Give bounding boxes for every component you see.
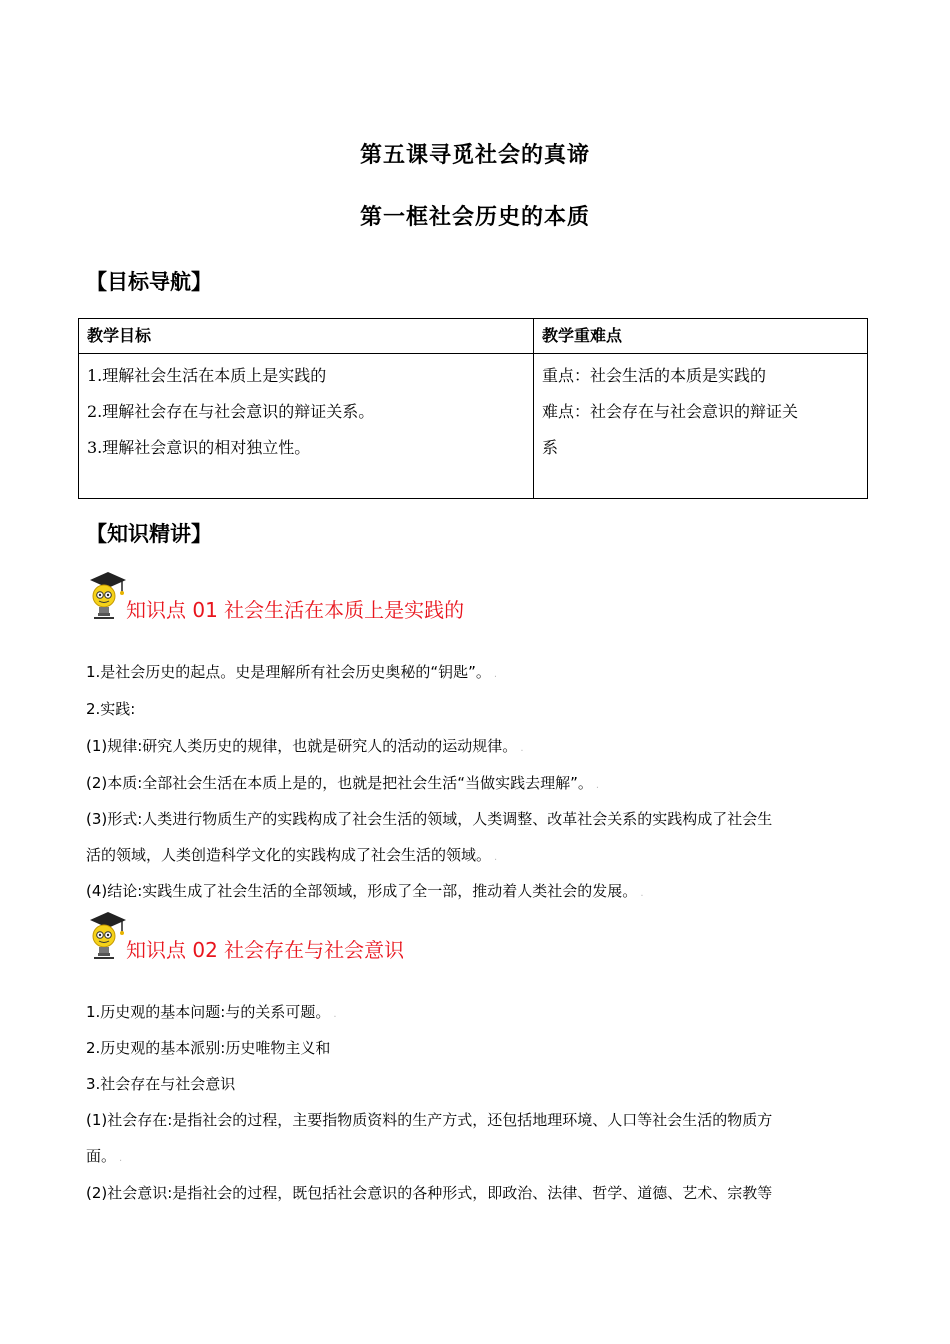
difficulty-line: 系 [542, 438, 559, 457]
knowledge-heading: 【知识精讲】 [86, 522, 212, 546]
frame-title: 第一框社会历史的本质 [359, 205, 590, 230]
goal-line: 3.理解社会意识的相对独立性。 [87, 438, 311, 457]
lesson-title: 第五课寻觅社会的真谛 [359, 143, 590, 168]
difficulty-line: 难点：社会存在与社会意识的辩证关 [542, 402, 799, 421]
goals-table [78, 318, 868, 499]
kp1-title: 知识点 01 社会生活在本质上是实践的 [126, 598, 465, 622]
kp1-line: 1.是社会历史的起点。史是理解所有社会历史奥秘的“钥匙”。 . [86, 663, 498, 681]
goals-nav-heading: 【目标导航】 [86, 270, 212, 294]
graduate-bulb-icon [86, 910, 128, 962]
kp2-line: (2)社会意识:是指社会的过程，既包括社会意识的各种形式，即政治、法律、哲学、道德、艺术、宗教等 [86, 1184, 773, 1202]
kp2-line: (1)社会存在:是指社会的过程，主要指物质资料的生产方式，还包括地理环境、人口等社会生活的物质方 [86, 1111, 773, 1129]
goals-header-left: 教学目标 [79, 319, 534, 354]
kp2-line: 面。 . [86, 1147, 123, 1165]
goal-line: 1.理解社会生活在本质上是实践的 [87, 366, 327, 385]
kp1-line: (2)本质:全部社会生活在本质上是的，也就是把社会生活“当做实践去理解”。 . [86, 774, 600, 792]
kp2-line: 1.历史观的基本问题:与的关系可题。 . [86, 1003, 337, 1021]
graduate-bulb-icon [86, 570, 128, 622]
kp2-line: 2.历史观的基本派别:历史唯物主义和 [86, 1039, 331, 1057]
kp1-line: 活的领域，人类创造科学文化的实践构成了社会生活的领域。 . [86, 846, 498, 864]
goals-cell-right [534, 354, 868, 499]
difficulty-line: 重点：社会生活的本质是实践的 [542, 366, 767, 385]
goals-header-right: 教学重难点 [534, 319, 868, 354]
kp2-line: 3.社会存在与社会意识 [86, 1075, 236, 1093]
kp1-line: 2.实践: [86, 700, 136, 718]
kp1-line: (1)规律:研究人类历史的规律，也就是研究人的活动的运动规律。 . [86, 737, 524, 755]
kp1-line: (3)形式:人类进行物质生产的实践构成了社会生活的领域，人类调整、改革社会关系的实践构成了社会生 [86, 810, 773, 828]
kp1-line: (4)结论:实践生成了社会生活的全部领域，形成了全一部，推动着人类社会的发展。 . [86, 882, 644, 900]
kp2-title: 知识点 02 社会存在与社会意识 [126, 938, 405, 962]
goals-cell-left [79, 354, 534, 499]
goal-line: 2.理解社会存在与社会意识的辩证关系。 [87, 402, 375, 421]
